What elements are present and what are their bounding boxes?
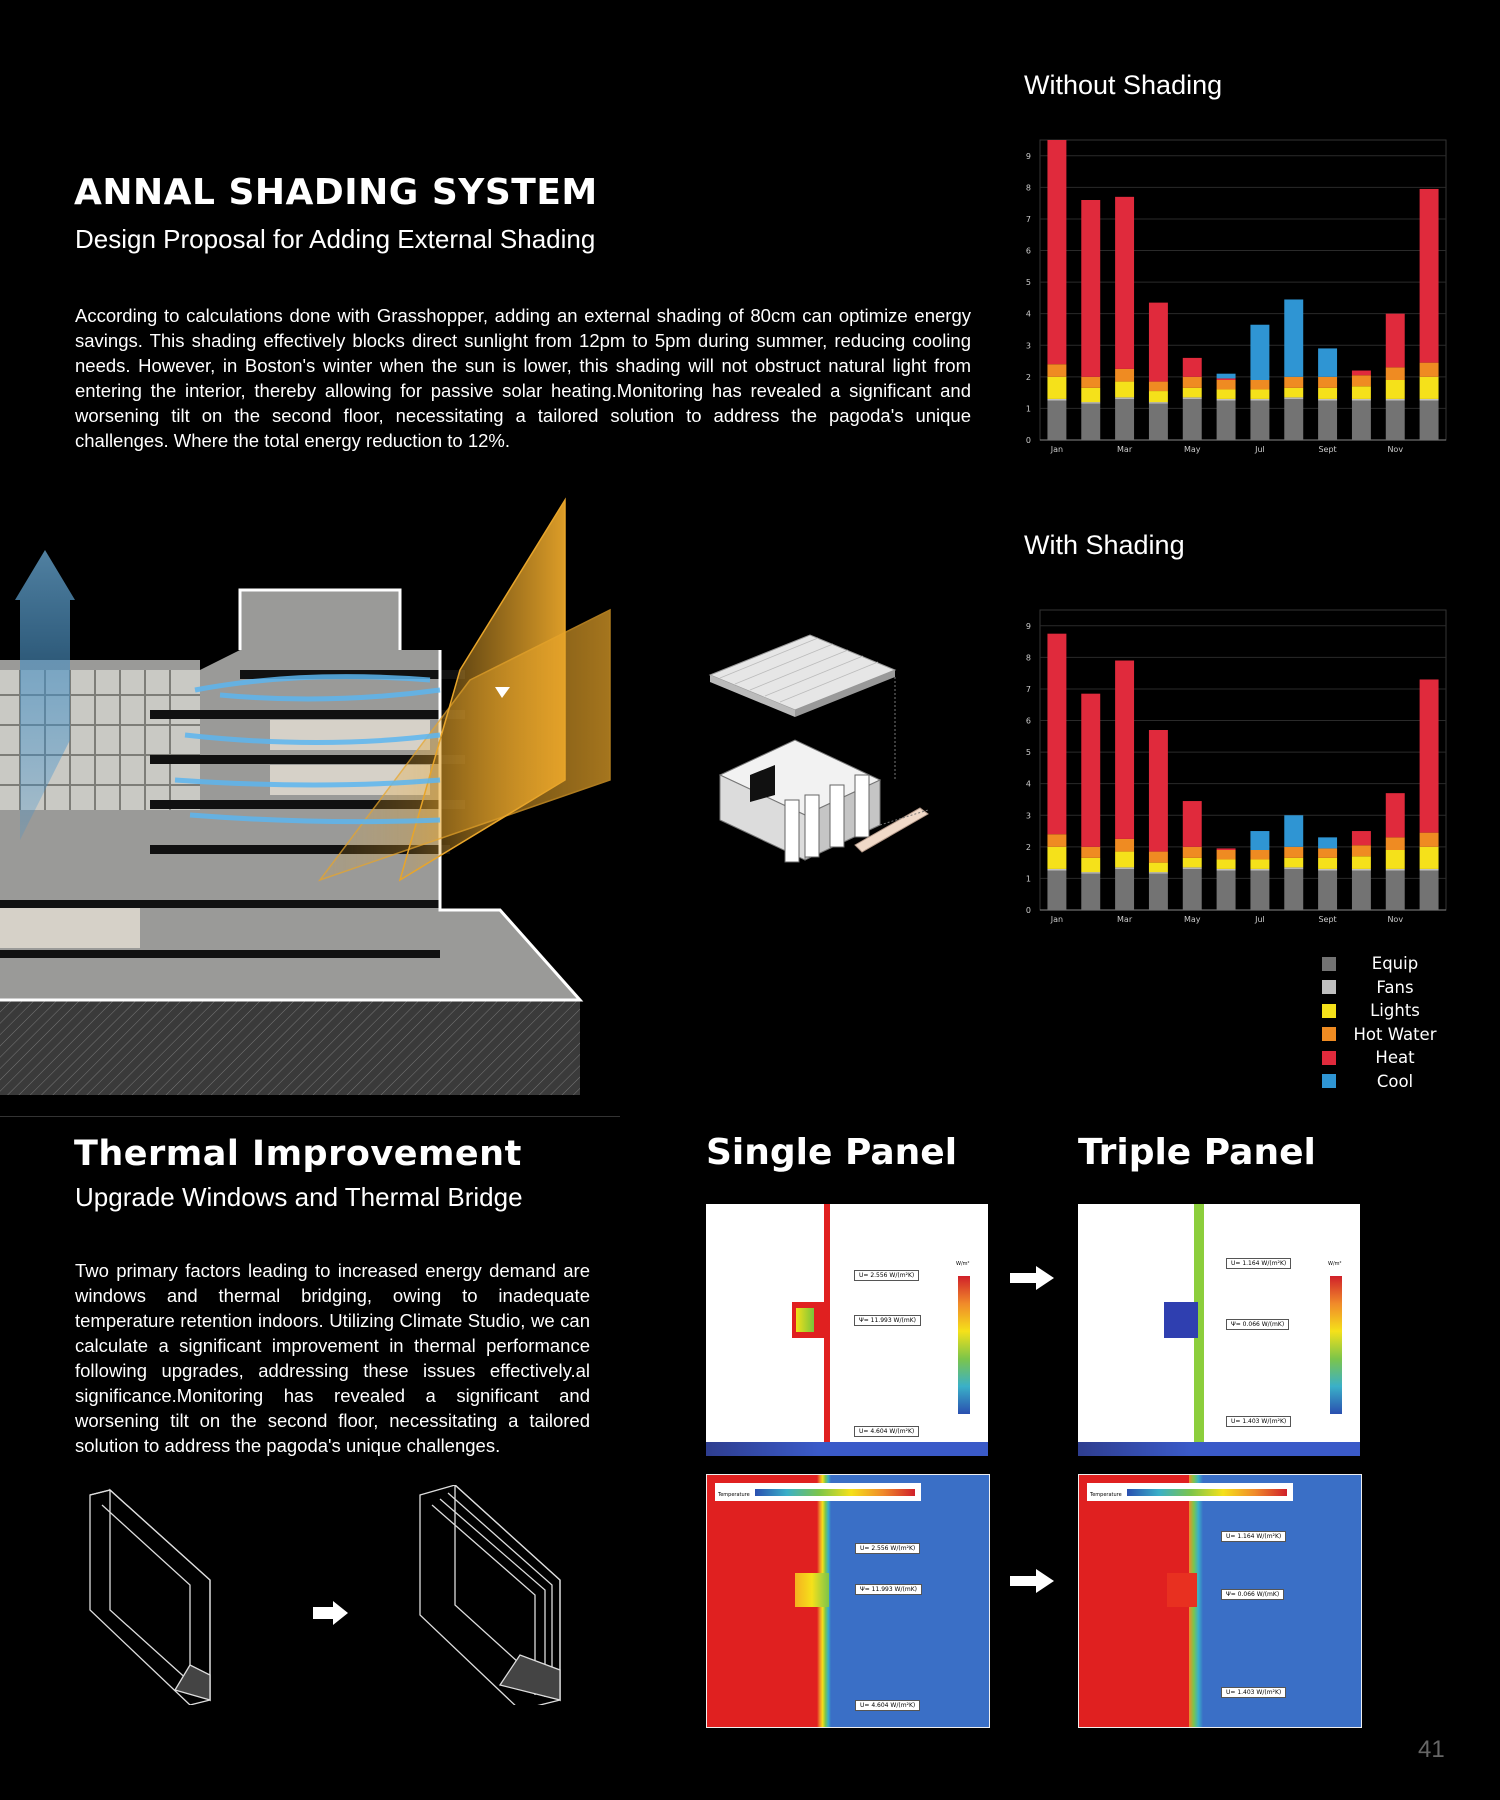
bar-hot-water [1318, 848, 1337, 857]
bar-lights [1352, 386, 1371, 399]
y-tick-label: 1 [1025, 874, 1031, 884]
callout-u-value: U= 4.604 W/(m²K) [854, 1426, 919, 1437]
legend-heat: Heat [1322, 1046, 1440, 1070]
y-tick-label: 7 [1025, 684, 1031, 694]
bar-lights [1386, 380, 1405, 399]
bar-fans [1081, 872, 1100, 874]
base-strip [1078, 1442, 1360, 1456]
callout-u-value: U= 1.403 W/(m²K) [1221, 1687, 1286, 1698]
bar-equip [1183, 399, 1202, 440]
temperature-scale [755, 1489, 915, 1496]
bar-heat [1217, 848, 1236, 850]
bar-fans [1183, 397, 1202, 399]
bar-fans [1352, 869, 1371, 871]
triple-panel-title: Triple Panel [1078, 1132, 1316, 1173]
triple-panel-heatflux [1078, 1204, 1360, 1456]
bar-fans [1284, 867, 1303, 869]
ground-slab [0, 1000, 580, 1095]
bar-heat [1115, 197, 1134, 369]
bar-lights [1115, 382, 1134, 398]
legend-swatch [1322, 1051, 1336, 1065]
heatflux-unit: W/m² [956, 1261, 970, 1267]
chart-title-with-shading: With Shading [1024, 530, 1185, 560]
bar-equip [1420, 401, 1439, 440]
section-subtitle: Design Proposal for Adding External Shading [75, 224, 596, 254]
chart-with-shading [1020, 600, 1460, 940]
bar-equip [1318, 871, 1337, 910]
legend-lights: Lights [1322, 999, 1440, 1023]
bar-fans [1420, 399, 1439, 401]
bar-hot-water [1284, 847, 1303, 858]
bar-fans [1047, 869, 1066, 871]
bar-hot-water [1420, 363, 1439, 377]
bar-equip [1149, 874, 1168, 910]
legend-fans: Fans [1322, 976, 1440, 1000]
bar-fans [1081, 402, 1100, 404]
bar-cool [1284, 815, 1303, 847]
bar-lights [1318, 388, 1337, 399]
y-tick-label: 6 [1025, 716, 1031, 726]
x-tick-label: Jul [1255, 445, 1265, 454]
plot-frame [1040, 140, 1446, 440]
bar-lights [1420, 377, 1439, 399]
y-tick-label: 1 [1025, 404, 1031, 414]
bar-hot-water [1250, 380, 1269, 389]
bar-equip [1081, 404, 1100, 440]
bar-lights [1149, 863, 1168, 872]
y-tick-label: 7 [1025, 214, 1031, 224]
bar-fans [1420, 869, 1439, 871]
x-tick-label: Sept [1318, 445, 1337, 454]
bar-equip [1284, 399, 1303, 440]
bar-hot-water [1250, 850, 1269, 859]
x-tick-label: Nov [1387, 915, 1404, 924]
bar-lights [1047, 377, 1066, 399]
bar-equip [1386, 871, 1405, 910]
bar-equip [1386, 401, 1405, 440]
x-tick-label: May [1183, 445, 1201, 454]
callout-u-value: U= 1.164 W/(m²K) [1226, 1258, 1291, 1269]
single-panel-temperature [706, 1474, 990, 1728]
bar-lights [1352, 856, 1371, 869]
bar-lights [1149, 391, 1168, 402]
bar-fans [1386, 869, 1405, 871]
bar-equip [1115, 399, 1134, 440]
bar-equip [1217, 401, 1236, 440]
bar-fans [1115, 397, 1134, 399]
bar-heat [1183, 801, 1202, 847]
bar-hot-water [1183, 847, 1202, 858]
bar-lights [1183, 388, 1202, 397]
y-tick-label: 0 [1025, 436, 1031, 445]
bar-equip [1183, 869, 1202, 910]
bar-fans [1149, 402, 1168, 404]
bar-cool [1217, 374, 1236, 379]
window-upgrade-arrow [313, 1601, 348, 1625]
bar-equip [1318, 401, 1337, 440]
bar-fans [1217, 869, 1236, 871]
x-tick-label: Nov [1387, 445, 1404, 454]
section-body: According to calculations done with Grasshopper, adding an external shading of 80cm can optimize energy savings. This shading effectively blocks direct sunlight from 12pm to 5pm during summer, reducing cooling needs. However, in Boston's winter when the sun is lower, this shading will not obstruct natural light from entering the interior, thereby allowing for passive solar heating.Monitoring has revealed a significant and worsening tilt on the second floor, necessitating a tailored solution to address the pagoda's unique challenges. Where the total energy reduction to 12%. [75, 305, 971, 451]
heatflux-scale [958, 1276, 970, 1414]
bar-cool [1250, 831, 1269, 850]
bar-hot-water [1420, 833, 1439, 847]
y-tick-label: 2 [1025, 842, 1031, 852]
bar-cool [1250, 325, 1269, 380]
bar-fans [1183, 867, 1202, 869]
bar-heat [1352, 831, 1371, 845]
bar-lights [1318, 858, 1337, 869]
bar-fans [1318, 869, 1337, 871]
bar-fans [1386, 399, 1405, 401]
bar-heat [1149, 303, 1168, 382]
bar-heat [1183, 358, 1202, 377]
bar-lights [1047, 847, 1066, 869]
heatflux-scale [1330, 1276, 1342, 1414]
bar-heat [1352, 371, 1371, 376]
x-tick-label: Sept [1318, 915, 1337, 924]
single-panel-heatflux [706, 1204, 988, 1456]
bar-fans [1149, 872, 1168, 874]
bar-cool [1318, 348, 1337, 376]
temperature-label: Temperature [718, 1492, 750, 1498]
bar-fans [1217, 399, 1236, 401]
bar-hot-water [1386, 837, 1405, 850]
x-tick-label: Jul [1255, 915, 1265, 924]
bar-hot-water [1217, 850, 1236, 859]
bar-equip [1081, 874, 1100, 910]
callout-psi-value: Ψ= 11.993 W/(mK) [854, 1315, 921, 1326]
bar-hot-water [1149, 852, 1168, 863]
bar-lights [1081, 858, 1100, 872]
bar-equip [1284, 869, 1303, 910]
bar-lights [1217, 859, 1236, 868]
thermal-title: Thermal Improvement [74, 1134, 522, 1174]
bar-heat [1047, 140, 1066, 364]
thermal-body: Two primary factors leading to increased energy demand are windows and thermal bridging, owing to inadequate temperature retention indoors. Utilizing Climate Studio, we can calculate a significant improvement in thermal performance following upgrades, addressing these issues effectively.al significance.Monitoring has revealed a significant and worsening tilt on the second floor, necessitating a tailored solution to address the pagoda's unique challenges. [75, 1260, 590, 1456]
legend-swatch [1322, 1004, 1336, 1018]
bar-equip [1047, 401, 1066, 440]
legend-swatch [1322, 980, 1336, 994]
base-strip [706, 1442, 988, 1456]
bridge-gradient [796, 1308, 814, 1332]
x-tick-label: Jan [1050, 445, 1064, 454]
bar-equip [1250, 401, 1269, 440]
bar-heat [1386, 314, 1405, 368]
page-number: 41 [1418, 1736, 1445, 1763]
temperature-scale [1127, 1489, 1287, 1496]
callout-u-value: U= 2.556 W/(m²K) [854, 1270, 919, 1281]
arrow-right-icon [1010, 1265, 1056, 1291]
bar-hot-water [1217, 380, 1236, 389]
callout-u-value: U= 1.164 W/(m²K) [1221, 1531, 1286, 1542]
bar-equip [1047, 871, 1066, 910]
heatflux-unit: W/m² [1328, 1261, 1342, 1267]
plot-frame [1040, 610, 1446, 910]
x-tick-label: Jan [1050, 915, 1064, 924]
bar-equip [1420, 871, 1439, 910]
legend-hot-water: Hot Water [1322, 1023, 1440, 1047]
bar-hot-water [1318, 377, 1337, 388]
x-tick-label: Mar [1117, 915, 1133, 924]
legend-equip: Equip [1322, 952, 1440, 976]
bar-heat [1149, 730, 1168, 852]
arrow-right-icon [1010, 1568, 1056, 1594]
bar-hot-water [1047, 364, 1066, 377]
y-tick-label: 8 [1025, 183, 1031, 193]
chart-without-shading [1020, 130, 1460, 470]
bar-cool [1284, 299, 1303, 376]
roof-plate [710, 635, 895, 710]
triple-panel-temperature [1078, 1474, 1362, 1728]
bar-heat [1047, 634, 1066, 835]
bar-lights [1250, 389, 1269, 398]
temperature-label: Temperature [1090, 1492, 1122, 1498]
bar-lights [1420, 847, 1439, 869]
section-title: ANNAL SHADING SYSTEM [74, 172, 598, 213]
bar-equip [1217, 871, 1236, 910]
bar-heat [1081, 694, 1100, 847]
bar-equip [1149, 404, 1168, 440]
bar-heat [1081, 200, 1100, 377]
y-tick-label: 9 [1025, 151, 1031, 161]
y-tick-label: 3 [1025, 811, 1031, 821]
bar-heat [1420, 189, 1439, 363]
bar-lights [1386, 850, 1405, 869]
callout-u-value: U= 4.604 W/(m²K) [855, 1700, 920, 1711]
bar-hot-water [1115, 839, 1134, 852]
bar-lights [1217, 389, 1236, 398]
callout-psi-value: Ψ= 0.066 W/(mK) [1221, 1589, 1284, 1600]
bar-hot-water [1386, 367, 1405, 380]
bar-equip [1352, 871, 1371, 910]
legend-swatch [1322, 1074, 1336, 1088]
bar-fans [1284, 397, 1303, 399]
y-tick-label: 0 [1025, 906, 1031, 915]
bar-fans [1318, 399, 1337, 401]
callout-u-value: U= 1.403 W/(m²K) [1226, 1416, 1291, 1427]
y-tick-label: 4 [1025, 779, 1031, 789]
y-tick-label: 5 [1025, 748, 1031, 758]
bar-hot-water [1081, 377, 1100, 388]
bar-lights [1183, 858, 1202, 867]
bar-hot-water [1352, 375, 1371, 386]
thermal-subtitle: Upgrade Windows and Thermal Bridge [75, 1182, 523, 1212]
triple-pane-frame [420, 1485, 560, 1705]
thermal-bridge-node [1164, 1302, 1198, 1338]
section-divider [0, 1116, 620, 1117]
y-tick-label: 4 [1025, 309, 1031, 319]
window-frames-illustration [80, 1485, 600, 1705]
bar-hot-water [1115, 369, 1134, 382]
y-tick-label: 3 [1025, 341, 1031, 351]
bar-hot-water [1284, 377, 1303, 388]
bar-lights [1081, 388, 1100, 402]
y-tick-label: 8 [1025, 653, 1031, 663]
bar-heat [1115, 661, 1134, 839]
legend-swatch [1322, 957, 1336, 971]
chart-legend [1322, 952, 1440, 1093]
bar-fans [1250, 399, 1269, 401]
thermal-bridge-node [1167, 1573, 1197, 1607]
bar-lights [1284, 858, 1303, 867]
callout-u-value: U= 2.556 W/(m²K) [855, 1543, 920, 1554]
bar-equip [1115, 869, 1134, 910]
bar-heat [1217, 378, 1236, 380]
bar-lights [1115, 852, 1134, 868]
legend-swatch [1322, 1027, 1336, 1041]
bar-hot-water [1081, 847, 1100, 858]
bar-heat [1420, 679, 1439, 832]
isometric-shading-module [700, 630, 980, 880]
bar-fans [1115, 867, 1134, 869]
legend-cool: Cool [1322, 1070, 1440, 1094]
y-tick-label: 6 [1025, 246, 1031, 256]
callout-psi-value: Ψ= 0.066 W/(mK) [1226, 1319, 1289, 1330]
bar-equip [1250, 871, 1269, 910]
x-tick-label: May [1183, 915, 1201, 924]
building-section-illustration [0, 480, 620, 1100]
bar-lights [1284, 388, 1303, 397]
bar-cool [1318, 837, 1337, 848]
single-panel-title: Single Panel [706, 1132, 958, 1173]
bar-equip [1352, 401, 1371, 440]
bar-lights [1250, 859, 1269, 868]
bar-fans [1250, 869, 1269, 871]
callout-psi-value: Ψ= 11.993 W/(mK) [855, 1584, 922, 1595]
y-tick-label: 2 [1025, 372, 1031, 382]
bar-heat [1386, 793, 1405, 837]
single-pane-frame [90, 1490, 210, 1705]
bar-hot-water [1352, 845, 1371, 856]
bar-hot-water [1047, 834, 1066, 847]
chart-title-without-shading: Without Shading [1024, 70, 1223, 100]
bar-hot-water [1183, 377, 1202, 388]
bar-fans [1352, 399, 1371, 401]
bar-fans [1047, 399, 1066, 401]
y-tick-label: 5 [1025, 278, 1031, 288]
x-tick-label: Mar [1117, 445, 1133, 454]
y-tick-label: 9 [1025, 621, 1031, 631]
bar-hot-water [1149, 382, 1168, 391]
thermal-bridge-node [795, 1573, 829, 1607]
